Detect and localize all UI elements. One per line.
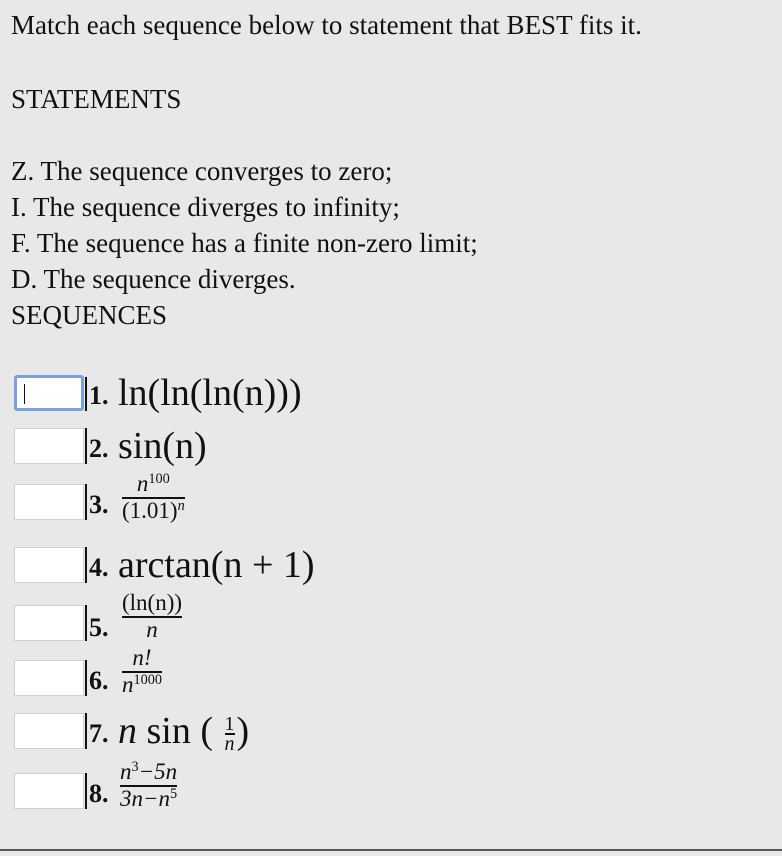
answer-input-3[interactable] [14,484,84,520]
answer-input-5[interactable] [14,605,84,641]
sequence-number-6: 6. [89,666,109,695]
sequence-expression-6: $\frac{n!}{n^{1000}}$ [122,645,162,697]
bottom-divider [0,849,782,851]
instructions: Match each sequence below to statement that BEST fits it. [11,10,642,40]
statement-i: I. The sequence diverges to infinity; [11,192,400,222]
sequence-expression-2: sin(n) [118,425,207,467]
answer-input-2[interactable] [14,428,84,464]
statement-z: Z. The sequence converges to zero; [11,156,393,186]
answer-input-1[interactable] [14,375,84,411]
sequence-number-3: 3. [89,490,109,519]
answer-input-7[interactable] [14,713,84,749]
sequence-number-2: 2. [89,434,109,463]
sequence-expression-1: ln(ln(ln(n))) [118,372,302,414]
answer-input-6[interactable] [14,660,84,696]
sequence-expression-8: $\frac{n^3-5n}{3n-n^5}$ [120,759,178,811]
statement-f: F. The sequence has a finite non-zero limit; [11,228,478,258]
sequence-expression-5: $\frac{(\ln(n))}{n}$ [122,590,183,642]
statements-header: STATEMENTS [11,84,182,114]
sequence-number-5: 5. [89,613,109,642]
sequence-expression-4: arctan(n + 1) [118,544,315,586]
answer-input-4[interactable] [14,547,84,583]
sequence-expression-3: $\frac{n^{100}}{(1.01)^n}$ [122,471,185,523]
answer-input-8[interactable] [14,773,84,809]
statement-d: D. The sequence diverges. [11,264,296,294]
sequence-expression-7: n sin ( $\frac{1}{n}$ ) [118,710,250,756]
sequence-number-8: 8. [89,779,109,808]
sequence-number-4: 4. [89,553,109,582]
sequence-number-1: 1. [89,381,109,410]
sequence-number-7: 7. [89,719,109,748]
sequences-header: SEQUENCES [11,300,168,330]
